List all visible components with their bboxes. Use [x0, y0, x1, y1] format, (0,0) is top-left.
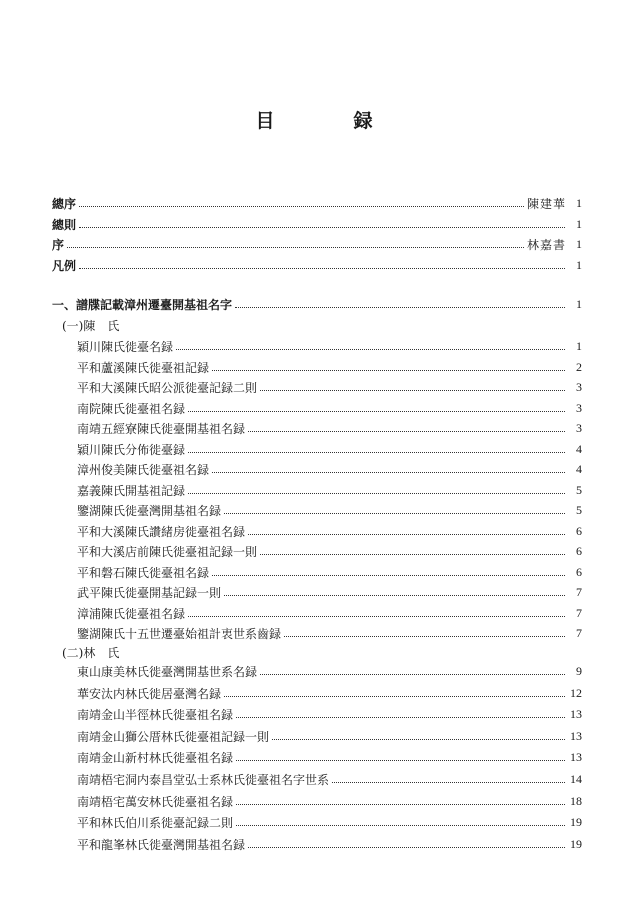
- toc-entry[interactable]: [77, 399, 582, 417]
- entry-page-number: 3: [576, 379, 582, 394]
- dot-leader: [248, 846, 565, 848]
- toc-entry[interactable]: [77, 705, 582, 723]
- dot-leader: [224, 512, 565, 514]
- dot-leader: [188, 492, 565, 494]
- dot-leader: [236, 759, 565, 761]
- dot-leader: [224, 695, 565, 697]
- toc-entry-front[interactable]: [52, 215, 582, 233]
- section-heading-chen: (一)陳 氏: [62, 318, 120, 333]
- entry-page-number: 5: [576, 502, 582, 517]
- dot-leader: [79, 205, 524, 207]
- toc-entry[interactable]: [77, 770, 582, 788]
- toc-entry[interactable]: [77, 358, 582, 376]
- toc-entry[interactable]: [77, 501, 582, 519]
- entry-label: 南靖金山獅公厝林氏徙臺祖記録一則: [77, 729, 270, 744]
- toc-entry[interactable]: [77, 440, 582, 458]
- entry-page-number: 5: [576, 482, 582, 497]
- entry-label: 平和大溪陳氏讚緒房徙臺祖名録: [77, 524, 246, 539]
- dot-leader: [332, 781, 565, 783]
- dot-leader: [67, 246, 524, 248]
- entry-label: 南靖梧宅洞内泰昌堂弘士系林氏徙臺祖名字世系: [77, 772, 330, 787]
- entry-label: 南靖金山半徑林氏徙臺祖名録: [77, 707, 234, 722]
- dot-leader: [188, 410, 565, 412]
- dot-leader: [284, 635, 565, 637]
- page-title: 目 録: [255, 110, 403, 132]
- entry-label: 總序: [52, 196, 77, 211]
- toc-entry[interactable]: [77, 522, 582, 540]
- dot-leader: [79, 226, 565, 228]
- entry-page-number: 1: [576, 296, 582, 311]
- entry-label: 穎川陳氏分佈徙臺録: [77, 442, 186, 457]
- entry-page-number: 7: [576, 625, 582, 640]
- entry-page-number: 3: [576, 400, 582, 415]
- entry-page-number: 6: [576, 543, 582, 558]
- entry-page-number: 19: [570, 836, 582, 851]
- toc-entry[interactable]: [77, 460, 582, 478]
- dot-leader: [176, 348, 565, 350]
- entry-page-number: 1: [576, 338, 582, 353]
- entry-label: 南院陳氏徙臺祖名録: [77, 401, 186, 416]
- entry-page-number: 13: [570, 749, 582, 764]
- toc-entry[interactable]: [77, 748, 582, 766]
- entry-page-number: 7: [576, 605, 582, 620]
- entry-label: 漳浦陳氏徙臺祖名録: [77, 606, 186, 621]
- entry-page-number: 18: [570, 793, 582, 808]
- toc-entry[interactable]: [77, 563, 582, 581]
- entry-page-number: 1: [576, 257, 582, 272]
- entry-page-number: 13: [570, 728, 582, 743]
- entry-label: 鑒湖陳氏十五世遷臺始祖計衷世系齒録: [77, 626, 282, 641]
- dot-leader: [236, 824, 565, 826]
- toc-entry-front[interactable]: [52, 194, 582, 212]
- dot-leader: [188, 615, 565, 617]
- entry-label: 平和大溪陳氏昭公派徙臺記録二則: [77, 380, 258, 395]
- entry-page-number: 1: [576, 236, 582, 251]
- entry-page-number: 3: [576, 420, 582, 435]
- entry-label: 平和龍峯林氏徙臺灣開基祖名録: [77, 837, 246, 852]
- entry-label: 總則: [52, 217, 77, 232]
- dot-leader: [212, 574, 565, 576]
- entry-page-number: 4: [576, 461, 582, 476]
- entry-label: 漳州俊美陳氏徙臺祖名録: [77, 462, 210, 477]
- toc-entry[interactable]: [77, 662, 582, 680]
- entry-label: 平和蘆溪陳氏徙臺祖記録: [77, 360, 210, 375]
- toc-entry[interactable]: [77, 481, 582, 499]
- entry-page-number: 6: [576, 523, 582, 538]
- entry-label: 南靖五經寮陳氏徙臺開基祖名録: [77, 421, 246, 436]
- toc-entry[interactable]: [77, 813, 582, 831]
- toc-entry-front[interactable]: [52, 256, 582, 274]
- toc-entry[interactable]: [77, 624, 582, 642]
- entry-label: 南靖梧宅萬安林氏徙臺祖名録: [77, 794, 234, 809]
- dot-leader: [212, 471, 565, 473]
- dot-leader: [272, 738, 565, 740]
- dot-leader: [235, 306, 565, 308]
- entry-page-number: 14: [570, 771, 582, 786]
- entry-label: 東山康美林氏徙臺灣開基世系名録: [77, 664, 258, 679]
- entry-author: 陳建華: [526, 196, 566, 211]
- entry-page-number: 1: [576, 195, 582, 210]
- toc-entry[interactable]: [77, 604, 582, 622]
- entry-label: 平和磐石陳氏徙臺祖名録: [77, 565, 210, 580]
- entry-page-number: 19: [570, 814, 582, 829]
- toc-entry[interactable]: [77, 419, 582, 437]
- dot-leader: [248, 533, 565, 535]
- entry-page-number: 6: [576, 564, 582, 579]
- dot-leader: [260, 389, 565, 391]
- toc-entry[interactable]: [77, 792, 582, 810]
- entry-author: 林嘉書: [526, 237, 566, 252]
- entry-label: 武平陳氏徙臺開基記録一則: [77, 585, 222, 600]
- toc-entry[interactable]: [77, 378, 582, 396]
- entry-label: 平和林氏伯川系徙臺記録二則: [77, 815, 234, 830]
- entry-page-number: 13: [570, 706, 582, 721]
- entry-label: 鑒湖陳氏徙臺灣開基祖名録: [77, 503, 222, 518]
- entry-label: 南靖金山新村林氏徙臺祖名録: [77, 750, 234, 765]
- toc-entry[interactable]: [77, 835, 582, 853]
- toc-entry[interactable]: [77, 583, 582, 601]
- entry-page-number: 7: [576, 584, 582, 599]
- dot-leader: [260, 673, 565, 675]
- dot-leader: [224, 594, 565, 596]
- entry-label: 序: [52, 237, 65, 252]
- toc-entry-part[interactable]: [52, 295, 582, 313]
- entry-page-number: 9: [576, 663, 582, 678]
- entry-label: 平和大溪店前陳氏徙臺祖記録一則: [77, 544, 258, 559]
- toc-entry-front[interactable]: [52, 235, 582, 253]
- entry-page-number: 4: [576, 441, 582, 456]
- dot-leader: [236, 716, 565, 718]
- toc-entry[interactable]: [77, 727, 582, 745]
- toc-entry[interactable]: [77, 337, 582, 355]
- section-heading-lin: (二)林 氏: [62, 645, 120, 660]
- entry-label: 嘉義陳氏開基祖記録: [77, 483, 186, 498]
- entry-label: 凡例: [52, 258, 77, 273]
- entry-page-number: 12: [570, 685, 582, 700]
- entry-page-number: 2: [576, 359, 582, 374]
- entry-label: 華安汰内林氏徙居臺灣名録: [77, 686, 222, 701]
- toc-entry[interactable]: [77, 542, 582, 560]
- dot-leader: [212, 369, 565, 371]
- dot-leader: [188, 451, 565, 453]
- dot-leader: [260, 553, 565, 555]
- entry-label: 穎川陳氏徙臺名録: [77, 339, 174, 354]
- entry-label: 一、譜牒記載漳州遷臺開基祖名字: [52, 297, 233, 312]
- dot-leader: [79, 267, 565, 269]
- toc-entry[interactable]: [77, 684, 582, 702]
- entry-page-number: 1: [576, 216, 582, 231]
- dot-leader: [236, 803, 565, 805]
- dot-leader: [248, 430, 565, 432]
